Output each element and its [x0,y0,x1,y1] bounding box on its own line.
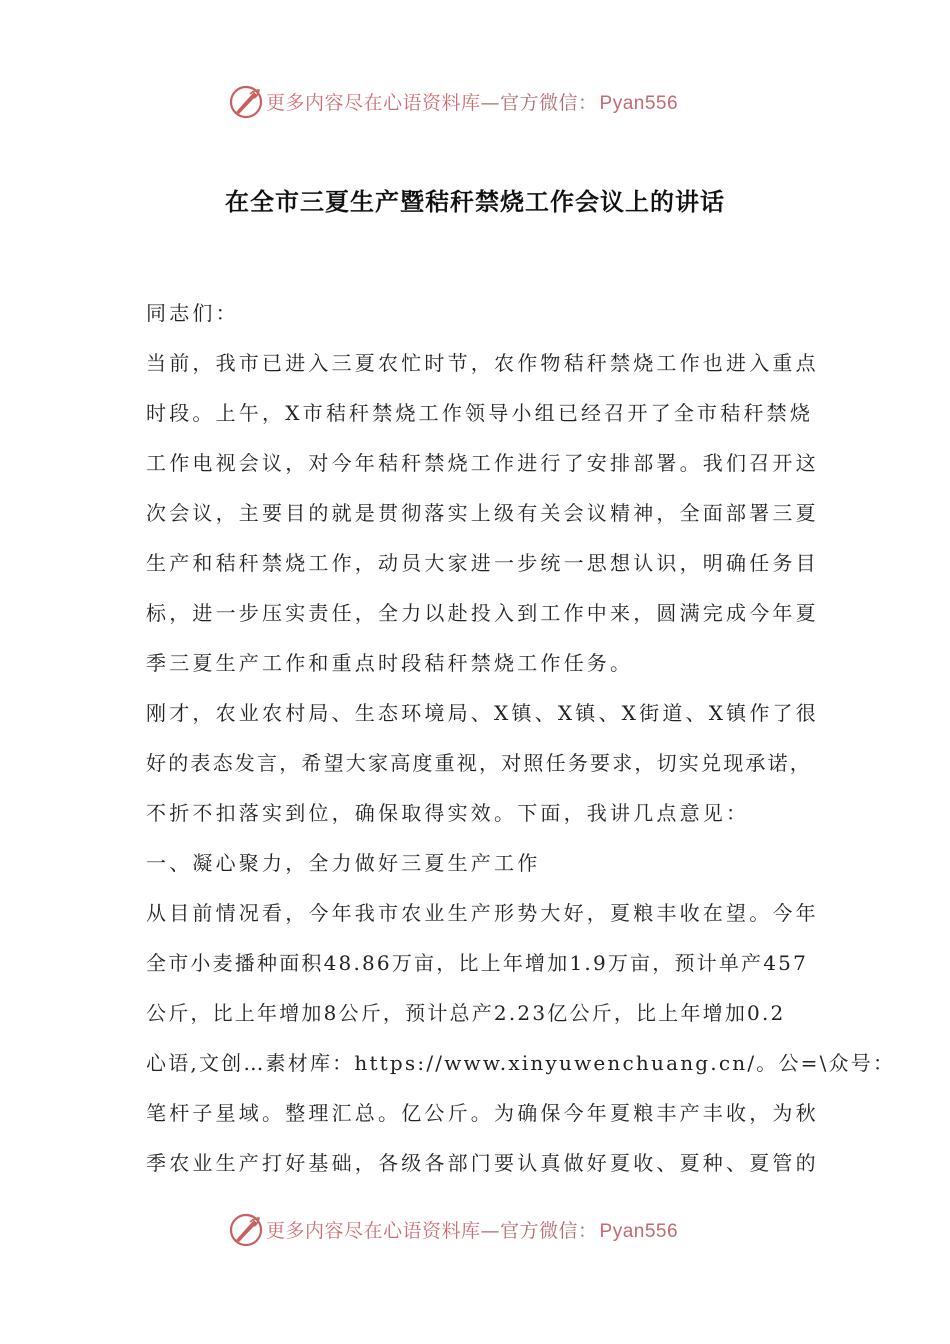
text-line: 好的表态发言，希望大家高度重视，对照任务要求，切实兑现承诺， [146,751,812,775]
quill-logo-icon [228,84,264,120]
text-line: 公斤，比上年增加8公斤，预计总产2.23亿公斤，比上年增加0.2 [146,1001,786,1025]
document-body [146,292,896,1192]
banner-wechat-id: Pyan556 [599,1221,679,1242]
text-line: 不折不扣落实到位，确保取得实效。下面，我讲几点意见： [146,801,750,825]
text-line: 生产和秸秆禁烧工作，动员大家进一步统一思想认识，明确任务目 [146,551,819,575]
text-line: 从目前情况看，今年我市农业生产形势大好，夏粮丰收在望。今年 [146,901,819,925]
banner-wechat-label: —官方微信： [480,92,598,114]
text-line: 季三夏生产工作和重点时段秸秆禁烧工作任务。 [146,651,634,675]
text-line: 时段。上午，X市秸秆禁烧工作领导小组已经召开了全市秸秆禁烧 [146,401,814,425]
text-line: 次会议，主要目的就是贯彻落实上级有关会议精神，全面部署三夏 [146,501,819,525]
banner-text [266,1216,678,1246]
header-watermark-banner [0,82,950,126]
text-line: 工作电视会议，对今年秸秆禁烧工作进行了安排部署。我们召开这 [146,451,819,475]
text-line: 笔杆子星域。整理汇总。亿公斤。为确保今年夏粮丰产丰收，为秋 [146,1101,819,1125]
banner-text [266,88,678,118]
banner-wechat-id: Pyan556 [599,93,679,114]
quill-logo-icon [228,1212,264,1248]
banner-wechat-label: —官方微信： [480,1220,598,1242]
text-line: 标，进一步压实责任，全力以赴投入到工作中来，圆满完成今年夏 [146,601,819,625]
text-line: 当前，我市已进入三夏农忙时节，农作物秸秆禁烧工作也进入重点 [146,351,819,375]
text-line: 季农业生产打好基础，各级各部门要认真做好夏收、夏种、夏管的 [146,1151,819,1175]
text-line: 心语,文创…素材库：https://www.xinyuwenchuang.cn/。公=\众号： [146,1051,896,1075]
text-line: 同志们： [146,301,239,325]
document-title: 在全市三夏生产暨秸秆禁烧工作会议上的讲话 [225,188,725,216]
section-heading: 一、凝心聚力，全力做好三夏生产工作 [146,851,541,875]
text-line: 刚才，农业农村局、生态环境局、X镇、X镇、X街道、X镇作了很 [146,701,819,725]
footer-watermark-banner [0,1210,950,1254]
text-line: 全市小麦播种面积48.86万亩，比上年增加1.9万亩，预计单产457 [146,951,809,975]
banner-site-name: 更多内容尽在心语资料库 [266,92,481,114]
banner-site-name: 更多内容尽在心语资料库 [266,1220,481,1242]
